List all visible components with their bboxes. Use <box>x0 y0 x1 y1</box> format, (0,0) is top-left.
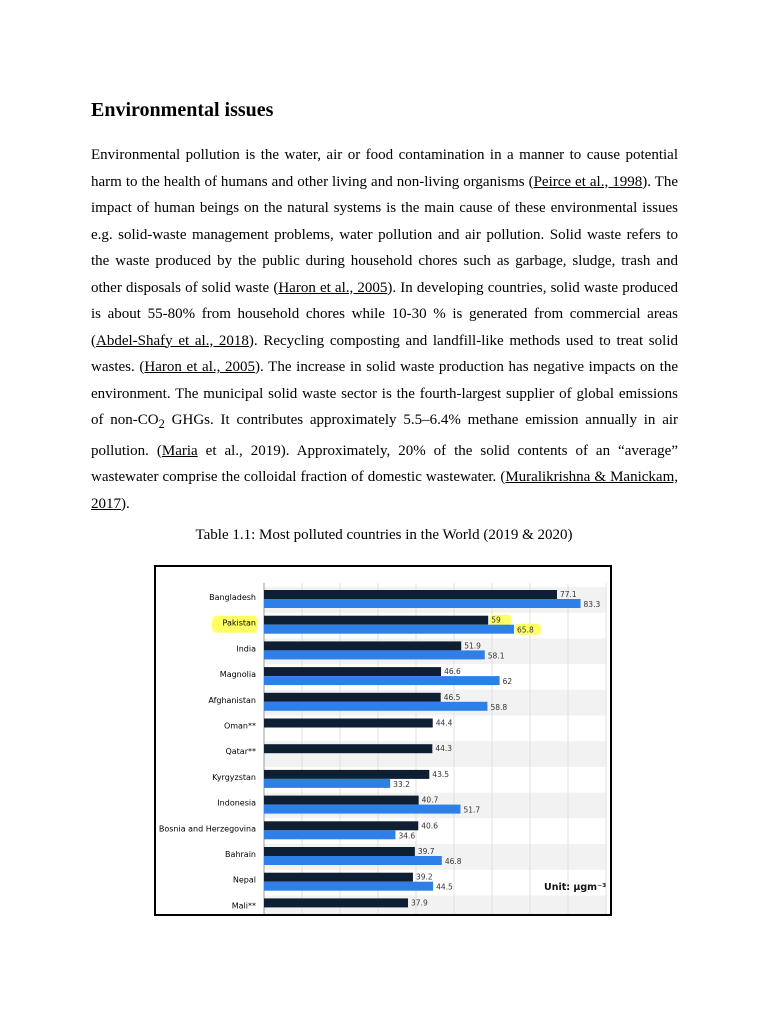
data-label: 43.5 <box>432 769 450 779</box>
category-label: Kyrgyzstan <box>212 772 256 782</box>
bar-2019 <box>264 702 487 711</box>
data-label: 62 <box>502 677 513 687</box>
category-label: Mali** <box>231 901 256 911</box>
data-label: 65.8 <box>517 625 534 635</box>
bar-2020 <box>264 796 419 805</box>
bar-2019 <box>264 599 581 608</box>
bar-2019 <box>264 625 514 634</box>
citation-link[interactable]: Haron et al., 2005 <box>144 359 256 375</box>
citation-link[interactable]: Muralikrishna & Manickam, 2017 <box>91 469 678 512</box>
bar-2019 <box>264 882 433 891</box>
category-label: Bahrain <box>225 850 256 859</box>
citation-link[interactable]: Peirce et al., 1998 <box>533 173 643 190</box>
paragraph-text: ). In developing countries, solid waste produced is about 55-80% from household chores while 10-30 % is generated from commercial areas ( <box>91 279 679 349</box>
bar-2019 <box>264 856 442 865</box>
data-label: 33.2 <box>393 779 410 789</box>
paragraph-text: ). <box>121 495 130 512</box>
bar-2019 <box>264 650 485 659</box>
bar-2019 <box>264 830 395 839</box>
category-label: Bosnia and Herzegovina <box>158 824 256 834</box>
paragraph-text: Environmental pollution is the water, air or food contamination in a manner to cause potential harm to the health of humans and other living and non-living organisms ( <box>91 147 678 190</box>
bar-2020 <box>264 770 429 779</box>
data-label: 44.4 <box>435 718 453 728</box>
chart-frame <box>154 565 612 916</box>
paragraph-text: ). Recycling composting and landfill-like methods used to treat solid wastes. ( <box>91 332 678 375</box>
citation-link[interactable]: Maria <box>161 442 198 459</box>
data-label: 39.7 <box>417 847 435 856</box>
data-label: 83.3 <box>583 600 601 609</box>
bar-chart <box>156 567 610 914</box>
bar-2020 <box>264 667 441 676</box>
citation-link[interactable]: Abdel-Shafy et al., 2018 <box>96 332 249 349</box>
category-label: Pakistan <box>222 618 256 628</box>
category-label: Oman** <box>223 721 256 731</box>
bar-2020 <box>264 719 433 728</box>
category-label: India <box>236 644 256 654</box>
data-label: 59 <box>491 615 501 625</box>
table-caption: Table 1.1: Most polluted countries in the World (2019 & 2020) <box>195 527 573 543</box>
category-label: Magnolia <box>219 670 256 680</box>
bar-2020 <box>264 898 408 907</box>
data-label: 46.6 <box>444 667 461 677</box>
subscript: 2 <box>158 417 165 431</box>
section-heading: Environmental issues <box>91 99 274 121</box>
category-label: Qatar** <box>225 747 256 757</box>
bar-2020 <box>264 744 432 753</box>
category-label: Nepal <box>232 875 256 885</box>
category-label: Indonesia <box>217 798 256 808</box>
bar-2020 <box>264 641 461 650</box>
data-label: 77.1 <box>559 590 577 599</box>
data-label: 58.1 <box>487 651 505 661</box>
bar-2019 <box>264 805 460 814</box>
data-label: 58.8 <box>490 702 508 712</box>
paragraph-text: ). The impact of human beings on the natural systems is the main cause of these environmental issues e.g. solid-waste management problems, water pollution and air pollution. Solid waste refers to the waste produced by the public during household chores such as garbage, sludge, trash and other disposals of solid waste ( <box>91 173 678 296</box>
citation-link[interactable]: Haron et al., 2005 <box>278 279 388 296</box>
data-label: 40.7 <box>421 795 439 805</box>
bar-2020 <box>264 616 488 625</box>
unit-label: Unit: µgm⁻³ <box>544 882 607 893</box>
data-label: 51.7 <box>463 805 481 815</box>
bar-2020 <box>264 873 413 882</box>
data-label: 37.9 <box>411 898 428 908</box>
paragraph-text: et al., 2019). Approximately, 20% of the solid contents of an “average” wastewater comprise the colloidal fraction of domestic wastewater. ( <box>91 442 678 485</box>
body-paragraph <box>91 142 678 517</box>
bar-2019 <box>264 676 500 685</box>
bar-2020 <box>264 847 415 856</box>
bar-2020 <box>264 821 418 830</box>
data-label: 44.5 <box>436 882 453 892</box>
category-label: Afghanistan <box>208 695 256 705</box>
data-label: 46.5 <box>443 692 461 702</box>
paragraph-text: ). The increase in solid waste production has negative impacts on the environment. The municipal solid waste sector is the fourth-largest supplier of global emissions of non-CO <box>91 359 678 428</box>
bar-2020 <box>264 693 441 702</box>
data-label: 51.9 <box>464 641 481 651</box>
category-label: Bangladesh <box>209 593 256 602</box>
data-label: 40.6 <box>421 821 438 831</box>
data-label: 34.6 <box>398 831 416 841</box>
data-label: 39.2 <box>415 872 433 882</box>
bar-2020 <box>264 590 557 599</box>
data-label: 46.8 <box>444 857 462 866</box>
data-label: 44.3 <box>435 744 453 754</box>
bar-2019 <box>264 779 390 788</box>
paragraph-text: GHGs. It contributes approximately 5.5–6.4% methane emission annually in air pollution. ( <box>91 412 679 459</box>
